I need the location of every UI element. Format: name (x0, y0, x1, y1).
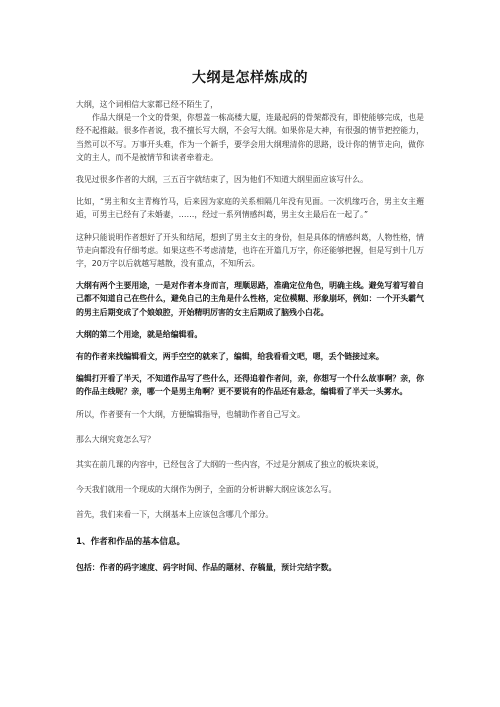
paragraph-previous-lessons: 其实在前几课的内容中，已经包含了大纲的一些内容，不过是分割成了独立的板块来说， (76, 460, 384, 470)
paragraph-parts: 首先，我们来看一下，大纲基本上应该包含哪几个部分。 (76, 510, 274, 520)
paragraph-example: 比如，“男主和女主青梅竹马，后来因为家庭的关系相隔几年没有见面。一次机缘巧合，男主女主邂逅，可男主已经有了未婚妻，……，经过一系列情感纠葛，男主女主最后在一起了。” (76, 197, 424, 220)
paragraph-second-use: 大纲的第二个用途，就是给编辑看。 (76, 329, 203, 339)
paragraph-how-to-write: 那么大纲究竟怎么写？ (76, 434, 155, 444)
paragraph-need-outline: 所以，作者要有一个大纲，方便编辑指导，也辅助作者自己写文。 (76, 409, 305, 419)
section-heading-basic-info: 1、作者和作品的基本信息。 (76, 536, 186, 547)
document-title: 大纲是怎样炼成的 (192, 70, 308, 86)
paragraph-example-today: 今天我们就用一个现成的大纲作为例子，全面的分析讲解大纲应该怎么写。 (76, 485, 337, 495)
paragraph-outline-skeleton: 作品大纲是一个文的骨架，你想盖一栋高楼大厦，连最起码的骨架都没有，即使能够完成，也是经不起推敲。很多作者说，我不擅长写大纲，不会写大纲。如果你是大神，有很强的情节把控能力，当然可以不写。万事开头难，作为一个新手，要学会用大纲理清你的思路，设计你的情节走向，做你文的主人，而不是被情节和读者牵着走。 (76, 113, 424, 162)
paragraph-short-outlines: 我见过很多作者的大纲，三五百字就结束了，因为他们不知道大纲里面应该写什么。 (76, 175, 368, 185)
paragraph-example-analysis: 这种只能说明作者想好了开头和结尾，想到了男主女主的身份，但是具体的情感纠葛，人物性格，情节走向都没有仔细考虑。如果这些不考虑清楚，也许在开篇几万字，你还能够把握，但是写到十几万字，20万字以后就越写越散，没有重点，不知所云。 (76, 232, 424, 269)
paragraph-editor-confused: 编辑打开看了半天，不知道作品写了些什么，还得追着作者问，亲，你想写一个什么故事啊？亲，你的作品主线呢？亲，哪一个是男主角啊？更不要说有的作品还有悬念，编辑看了半天一头雾水。 (76, 374, 424, 397)
paragraph-two-uses: 大纲有两个主要用途，一是对作者本身而言，理顺思路，准确定位角色，明确主线。避免写着写着自己都不知道自己在些什么，避免自己的主角是什么性格，定位模糊、形象崩坏，例如：一个开头霸气的男主后期变成了个娘娘腔，开始精明厉害的女主后期成了脑残小白花。 (76, 281, 424, 317)
paragraph-basic-info-details: 包括：作者的码字速度、码字时间、作品的题材、存稿量，预计完结字数。 (76, 562, 337, 572)
paragraph-authors-empty-handed: 有的作者来找编辑看文，两手空空的就来了，编辑，给我看看文吧，嗯，丢个链接过来。 (76, 352, 384, 362)
document-body (76, 98, 424, 574)
paragraph-intro: 大纲，这个词相信大家都已经不陌生了， (76, 100, 219, 109)
